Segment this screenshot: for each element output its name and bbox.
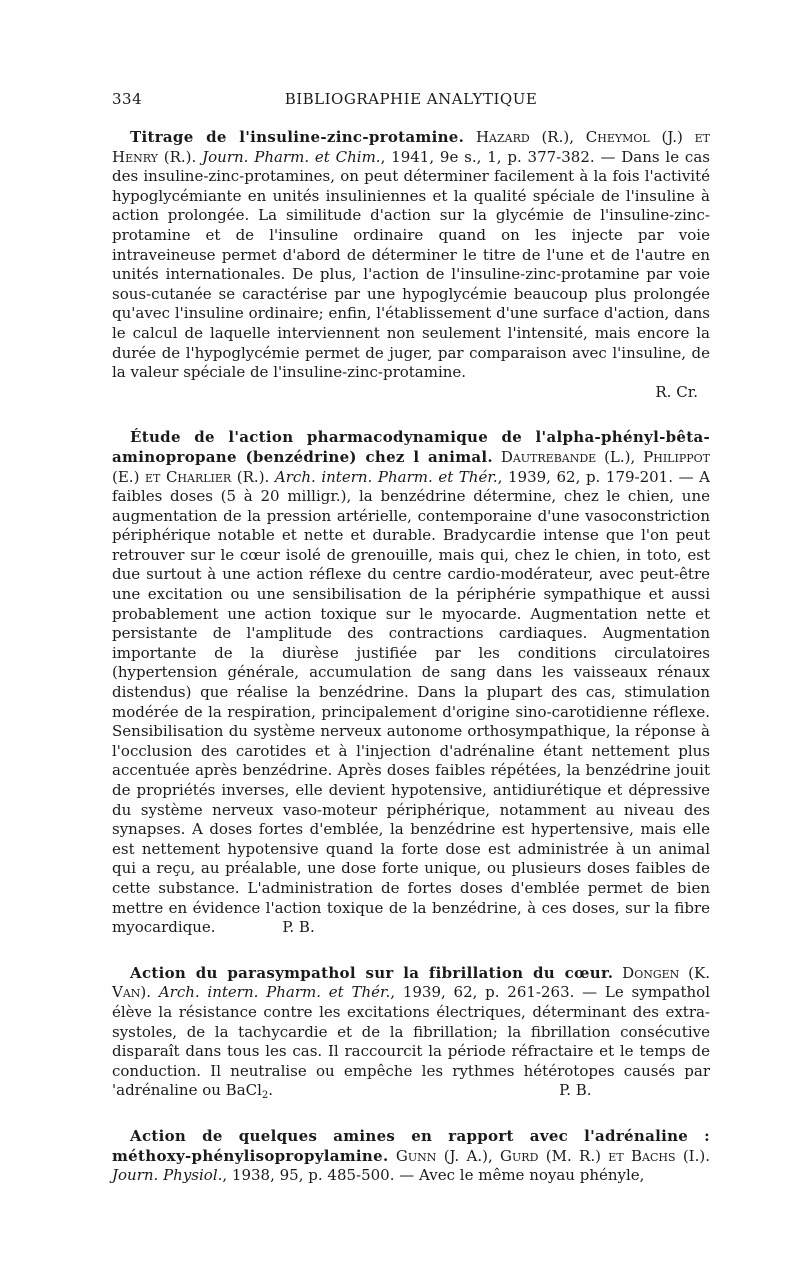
entry-title: Action du parasympathol sur la fibrillation du cœur.	[130, 963, 614, 982]
entry-body: — Dans le cas des insuline-zinc-protamines, on peut déterminer facilement à la fois l'activité hypoglycémiante en unités insuliniennes et la qualité spéciale de l'insuline à action prolongée. La similitude d'action sur la glycémie de l'insuline-zinc-protamine et de l'insuline ordinaire quand on les injecte par voie intraveineuse permet d'abord de déterminer le titre de l'une et de l'autre en unités internationales. De plus, l'action de l'insuline-zinc-protamine par voie sous-cutanée se caractérise par une hypoglycémie beaucoup plus prolongée qu'avec l'insuline ordinaire; enfin, l'établissement d'une surface d'action, dans le calcul de laquelle interviennent non seulement l'intensité, mais encore la durée de l'hypoglycémie permet de juger, par comparaison avec l'insuline, de la valeur spéciale de l'insuline-zinc-protamine.	[112, 147, 710, 382]
entry-authors: Dongen (K. Van).	[112, 963, 710, 1002]
entry-signature: R. Cr.	[655, 382, 698, 401]
entry-text	[112, 428, 710, 937]
entry-text	[112, 128, 710, 383]
entry-journal: Journ. Physiol.	[112, 1166, 223, 1185]
entry-authors: Dautrebande (L.), Philippot (E.) et Charlier (R.).	[112, 447, 710, 486]
entry-authors: Gunn (J. A.), Gurd (M. R.) et Bachs (I.).	[395, 1146, 710, 1165]
entry-body-end: .	[268, 1081, 274, 1100]
bibliography-entry	[112, 428, 710, 937]
entry-citation: , 1941, 9e s., 1, p. 377-382.	[380, 147, 595, 166]
entry-journal: Arch. intern. Pharm. et Thér.	[274, 467, 498, 486]
bibliography-entry	[112, 1127, 710, 1186]
entry-title: Titrage de l'insuline-zinc-protamine.	[130, 128, 465, 146]
running-title: BIBLIOGRAPHIE ANALYTIQUE	[284, 90, 538, 108]
entry-body: — Le sympathol élève la résistance contre les excitations électriques, déterminant des extra-systoles, de la tachycardie et de la fibrillation; la fibrillation consécutive disparaît dans tous les cas. Il raccourcit la période réfractaire et le temps de conduction. Il neutralise ou empêche les rythmes hétérotopes causés par 'adrénaline ou BaCl	[112, 983, 710, 1100]
entry-title: Action de quelques amines en rapport avec l'adrénaline : méthoxy-phénylisopropylamine.	[112, 1126, 710, 1165]
page-header	[112, 86, 710, 116]
entry-signature-inline	[273, 1081, 559, 1099]
entry-body-subscript: 2	[261, 1090, 269, 1102]
entry-body: — Avec le même noyau phényle,	[394, 1166, 645, 1185]
entry-journal: Arch. intern. Pharm. et Thér.	[158, 983, 391, 1002]
bibliography-entry	[112, 964, 710, 1101]
entry-authors: Hazard (R.), Cheymol (J.) et Henry (R.).	[112, 128, 710, 166]
entry-citation: , 1938, 95, p. 485-500.	[222, 1166, 395, 1185]
bibliography-entry	[112, 128, 710, 402]
entry-title: Étude de l'action pharmacodynamique de l'alpha-phényl-bêta-aminopropane (benzédrine) chez l animal.	[112, 428, 710, 466]
entry-text	[112, 1127, 710, 1186]
entry-citation: , 1939, 62, p. 179-201.	[497, 467, 673, 486]
entry-citation: , 1939, 62, p. 261-263.	[390, 983, 575, 1002]
entry-signature: P. B.	[282, 918, 315, 937]
entry-journal: Journ. Pharm. et Chim.	[202, 147, 381, 166]
entry-signature: P. B.	[559, 1081, 592, 1100]
entry-text	[112, 964, 710, 1101]
entry-body: — A faibles doses (5 à 20 milligr.), la benzédrine détermine, chez le chien, une augmentation de la pression artérielle, contemporaine d'une vasoconstriction périphérique notable et nette et durable. Bradycardie intense que l'on peut retrouver sur le cœur isolé de grenouille, mais qui, chez le chien, in toto, est due surtout à une action réflexe du centre cardio-modérateur, avec peut-être une excitation ou une sensibilisation de la périphérie sympathique et aussi probablement une action toxique sur le myocarde. Augmentation nette et persistante de l'amplitude des contractions cardiaques. Augmentation importante de la diurèse justifiée par les conditions circulatoires (hypertension générale, accumulation de sang dans les vaisseaux rénaux distendus) que réalise la benzédrine. Dans la plupart des cas, stimulation modérée de la respiration, principalement d'origine sino-carotidienne réflexe. Sensibilisation du système nerveux autonome orthosympathique, la réponse à l'occlusion des carotides et à l'injection d'adrénaline étant nettement plus accentuée après benzédrine. Après doses faibles répétées, la benzédrine jouit de propriétés inverses, elle devient hypotensive, antidiurétique et dépressive du système nerveux vaso-moteur périphérique, notamment au niveau des synapses. A doses fortes d'emblée, la benzédrine est hypertensive, mais elle est nettement hypotensive quand la forte dose est administrée à un animal qui a reçu, au préalable, une dose forte unique, ou plusieurs doses faibles de cette substance. L'administration de fortes doses d'emblée permet de bien mettre en évidence l'action toxique de la benzédrine, à ces doses, sur la fibre myocardique.	[112, 467, 710, 937]
entry-signature-inline	[216, 918, 283, 936]
document-page	[112, 86, 710, 1186]
page-number: 334	[112, 90, 143, 108]
